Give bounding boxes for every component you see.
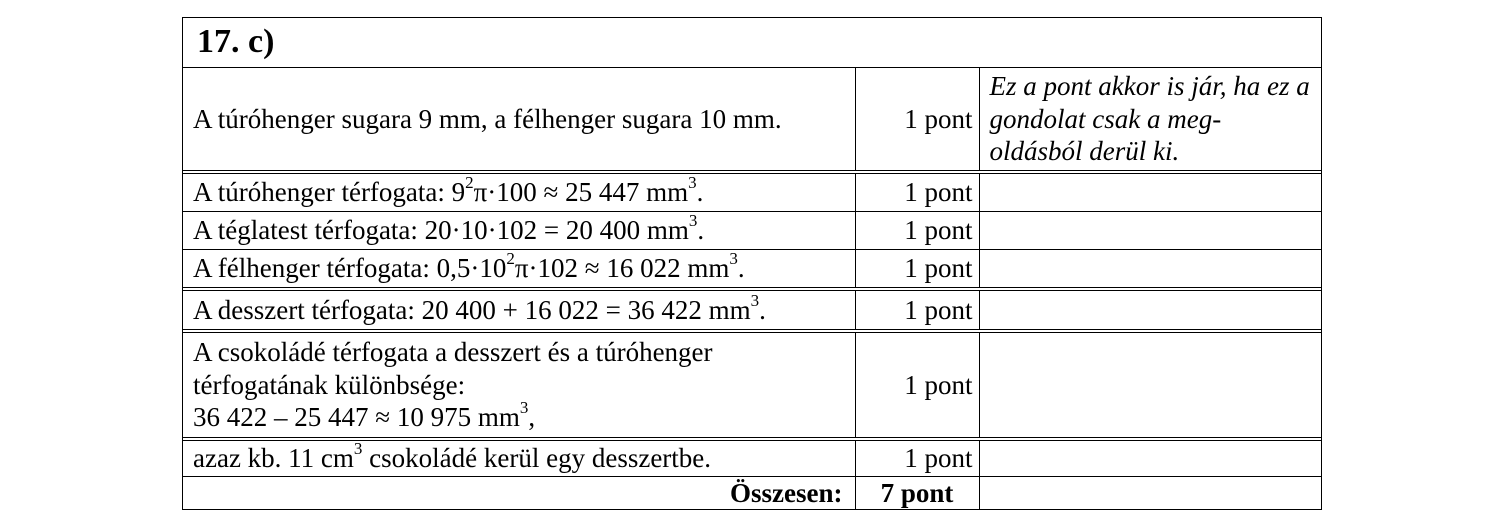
step-text: A félhenger térfogata: $0,5\cdot 10^2\pi\cdot 102 \approx 16$ 022 $mm^3$. xyxy=(183,249,855,289)
step-points: 1 pont xyxy=(855,67,979,172)
step-text: A túróhenger sugara 9 mm, a félhenger sugara 10 mm. xyxy=(183,67,855,172)
step-points: 1 pont xyxy=(855,439,979,477)
table-row xyxy=(183,439,1321,477)
scoring-table xyxy=(183,18,1321,509)
total-note xyxy=(979,476,1321,509)
step-text: A csokoládé térfogata a desszert és a túróhenger térfogatának különbsége: 36 422 – 25 447 ≈ 10 975 $mm^3$, xyxy=(183,331,855,439)
table-row xyxy=(183,67,1321,172)
step-text: A túróhenger térfogata: $9^2\pi\cdot 100 \approx 25$ 447 $mm^3$. xyxy=(183,172,855,212)
table-row xyxy=(183,211,1321,249)
step-points: 1 pont xyxy=(855,211,979,249)
step-points: 1 pont xyxy=(855,172,979,212)
total-label: Összesen: xyxy=(183,476,855,509)
task-title: 17. c) xyxy=(183,18,1321,67)
table-row xyxy=(183,289,1321,331)
step-text: A téglatest térfogata: 20·10·102 = 20 400 $mm^3$. xyxy=(183,211,855,249)
total-row xyxy=(183,476,1321,509)
step-note xyxy=(979,289,1321,331)
table-row xyxy=(183,331,1321,439)
total-points: 7 pont xyxy=(855,476,979,509)
step-points: 1 pont xyxy=(855,249,979,289)
step-text: A desszert térfogata: 20 400 + 16 022 = 36 422 $mm^3$. xyxy=(183,289,855,331)
table-row xyxy=(183,249,1321,289)
step-note xyxy=(979,211,1321,249)
step-points: 1 pont xyxy=(855,331,979,439)
step-note xyxy=(979,249,1321,289)
step-points: 1 pont xyxy=(855,289,979,331)
step-note xyxy=(979,172,1321,212)
table-row xyxy=(183,172,1321,212)
step-text: azaz kb. 11 $cm^3$ csokoládé kerül egy desszertbe. xyxy=(183,439,855,477)
step-note: Ez a pont akkor is jár, ha ez a gondolat csak a meg-oldásból derül ki. xyxy=(979,67,1321,172)
step-note xyxy=(979,439,1321,477)
step-note xyxy=(979,331,1321,439)
scoring-table-container xyxy=(182,17,1322,510)
